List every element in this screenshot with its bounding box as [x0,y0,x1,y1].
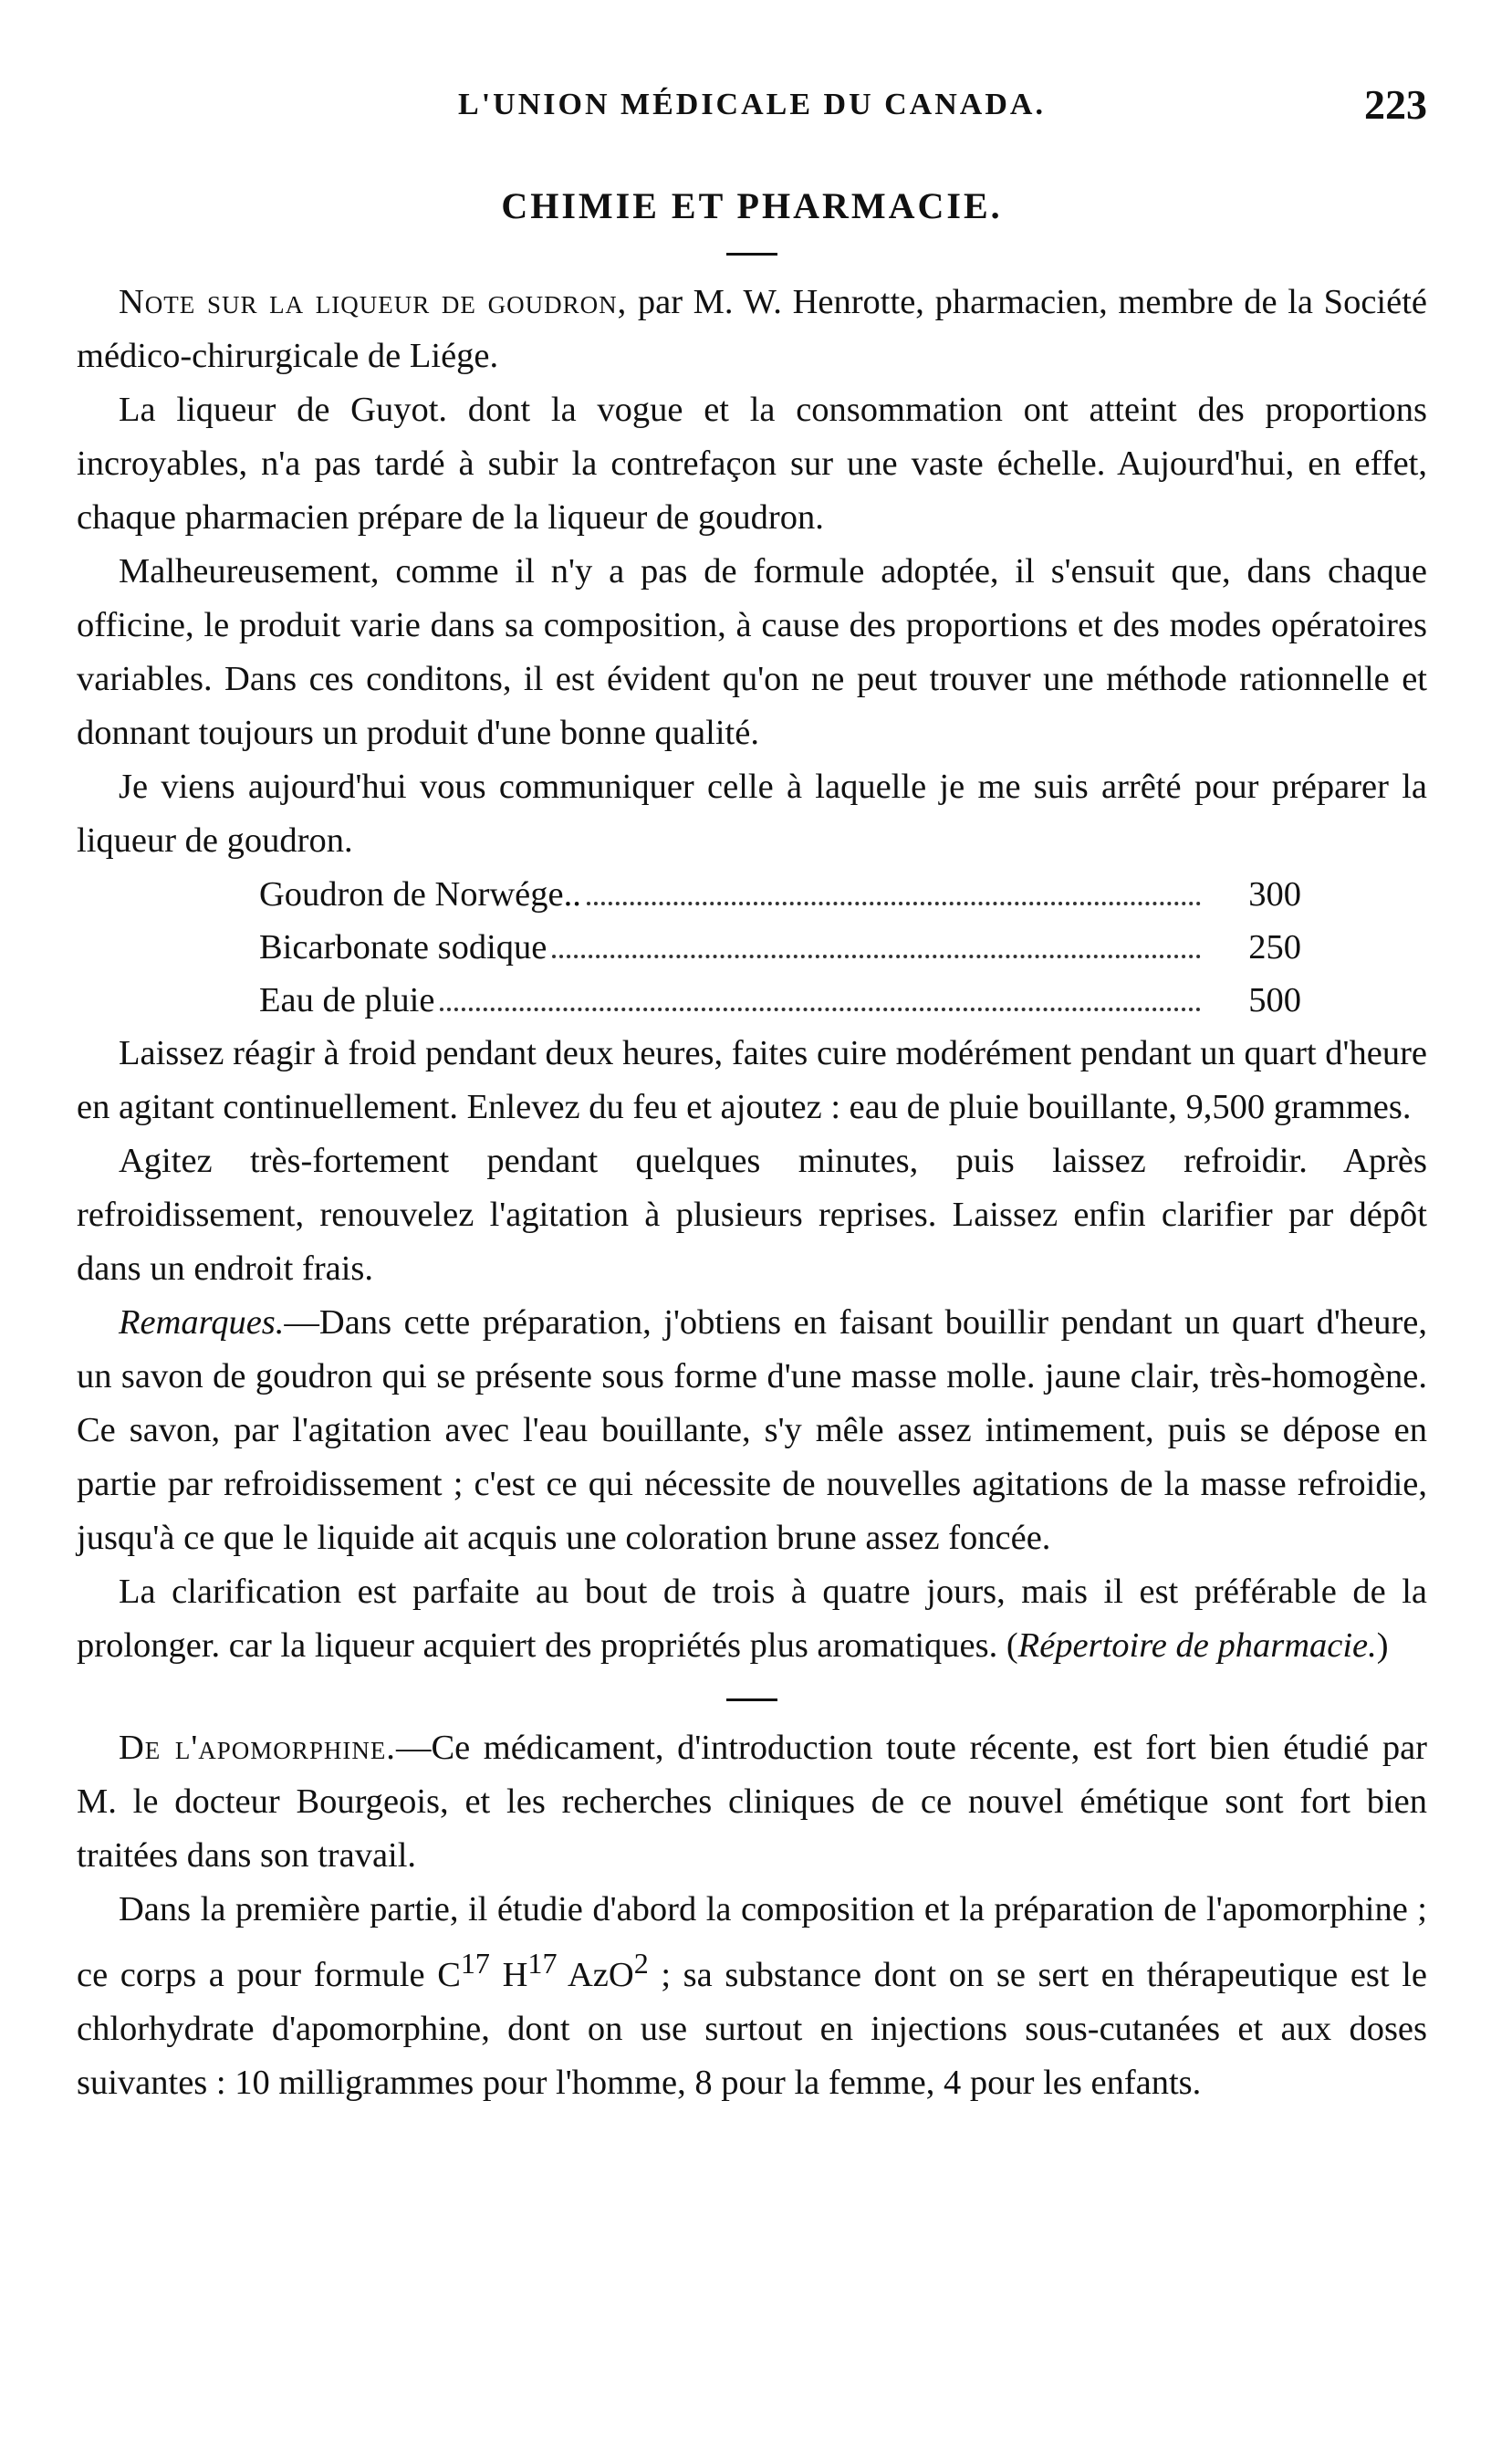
remarques-text: —Dans cette préparation, j'obtiens en faisant bouillir pendant un quart d'heure, un savon de goudron qui se présente sous forme d'une masse molle. jaune clair, très-homogène. Ce savon, par l'agitation avec l'eau bouillante, s'y mêle assez intimement, puis se dépose en partie par refroidissement ; c'est ce qui nécessite de nouvelles agitations de la masse refroidie, jusqu'à ce que le liquide ait acquis une coloration brune assez foncée. [77,1303,1427,1557]
paragraph-formula [77,1883,1427,2110]
page [77,81,1428,2110]
article-title: Note sur la liqueur de goudron, [119,283,628,321]
paragraph-text: ; sa substance dont on se sert en thérapeutique est le chlorhydrate d'apomorphine, dont on use surtout en injections sous-cutanées et aux doses suivantes : 10 milligrammes pour l'homme, 8 pour la femme, 4 pour les enfants. [77,1955,1428,2102]
formula-subscript: 2 [633,1947,649,1980]
formula-part: H [489,1955,528,1994]
formula-subscript: 17 [527,1947,558,1980]
recipe-row [259,921,1301,974]
ingredient-quantity: 250 [1248,928,1301,967]
article-heading-goudron [77,276,1427,383]
paragraph [77,1565,1427,1673]
page-number: 223 [1364,81,1427,128]
paragraph-remarques [77,1296,1427,1565]
article-heading-apomorphine [77,1721,1427,1883]
recipe-row [259,974,1301,1027]
leader-dots [552,955,1201,958]
article-author: par M. W. Henrotte, pharmacien, membre de la Société médico-chirurgicale de Liége. [77,283,1427,375]
formula-subscript: 17 [460,1947,490,1980]
paragraph: Agitez très-fortement pendant quelques minutes, puis laissez refroidir. Après refroidissement, renouvelez l'agitation à plusieurs reprises. Laissez enfin clarifier par dépôt dans un endroit frais. [77,1142,1427,1288]
paragraph-text: Dans la première partie, il étudie d'abord la composition et la préparation de l'apomorphine ; ce corps a pour formule C [77,1890,1427,1994]
remarques-label: Remarques. [119,1303,285,1342]
ingredient-name: Bicarbonate sodique [259,928,547,967]
recipe-row [259,868,1301,921]
ingredient-quantity: 500 [1248,981,1301,1019]
section-divider [726,253,777,256]
ingredient-name: Eau de pluie [259,981,435,1019]
ingredient-quantity: 300 [1248,875,1301,914]
section-title: CHIMIE ET PHARMACIE. [501,185,1003,226]
paragraph: Malheureusement, comme il n'y a pas de formule adoptée, il s'ensuit que, dans chaque officine, le produit varie dans sa composition, à cause des proportions et des modes opératoires variables. Dans ces conditons, il est évident qu'on ne peut trouver une méthode rationnelle et donnant toujours un produit d'une bonne qualité. [77,552,1427,752]
leader-dots [440,1008,1201,1011]
paragraph: Je viens aujourd'hui vous communiquer celle à laquelle je me suis arrêté pour préparer la liqueur de goudron. [77,768,1427,860]
formula-part: AzO [557,1955,634,1994]
paragraph: Laissez réagir à froid pendant deux heures, faites cuire modérément pendant un quart d'heure en agitant continuellement. Enlevez du feu et ajoutez : eau de pluie bouillante, 9,500 grammes. [77,1034,1427,1126]
article-title: De l'apomorphine. [119,1729,396,1767]
paragraph-end: ) [1376,1626,1389,1665]
article-divider [726,1698,777,1701]
running-head [77,81,1427,142]
source-citation: Répertoire de pharmacie. [1017,1626,1377,1665]
recipe-table [259,868,1301,1027]
paragraph-text: La clarification est parfaite au bout de trois à quatre jours, mais il est préférable de la prolonger. car la liqueur acquiert des propriétés plus aromatiques. ( [77,1573,1427,1665]
ingredient-name: Goudron de Norwége.. [259,875,581,914]
paragraph-text: —Ce médicament, d'introduction toute récente, est fort bien étudié par M. le docteur Bourgeois, et les recherches cliniques de ce nouvel émétique sont fort bien traitées dans son travail. [77,1729,1427,1875]
paragraph: La liqueur de Guyot. dont la vogue et la consommation ont atteint des proportions incroyables, n'a pas tardé à subir la contrefaçon sur une vaste échelle. Aujourd'hui, en effet, chaque pharmacien prépare de la liqueur de goudron. [77,391,1427,537]
running-title: L'UNION MÉDICALE DU CANADA. [458,88,1046,121]
leader-dots [587,902,1201,905]
